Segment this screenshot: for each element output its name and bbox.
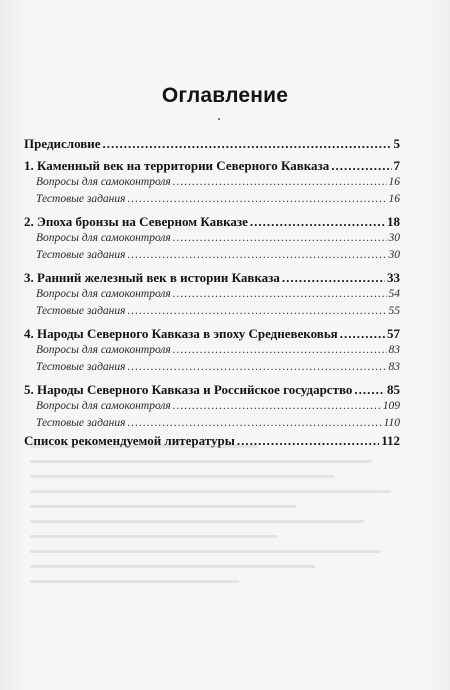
dot-leader (173, 174, 387, 191)
table-of-contents (24, 135, 400, 449)
toc-subentry-label: Вопросы для самоконтроля (36, 344, 171, 356)
toc-entry-label: Предисловие (24, 136, 101, 151)
toc-subentry-label: Вопросы для самоконтроля (36, 288, 171, 300)
toc-subentry-page: 16 (388, 176, 400, 188)
dot-leader (250, 213, 385, 230)
toc-subentry (24, 415, 400, 432)
toc-subentry (24, 247, 400, 264)
dot-leader (103, 135, 392, 152)
dot-leader (173, 398, 381, 415)
dot-leader (340, 325, 385, 342)
toc-entry-preface (24, 135, 400, 152)
toc-subentry-label: Тестовые задания (36, 249, 126, 261)
dot-leader (282, 269, 385, 286)
toc-entry-chapter-2 (24, 213, 400, 230)
toc-subentry (24, 230, 400, 247)
toc-subentry-label: Вопросы для самоконтроля (36, 176, 171, 188)
toc-subentry (24, 398, 400, 415)
toc-entry-chapter-4 (24, 325, 400, 342)
dot-leader (173, 286, 387, 303)
toc-entry-page: 5 (393, 136, 400, 151)
toc-entry-label: 5. Народы Северного Кавказа и Российское государство (24, 382, 353, 397)
toc-entry-page: 112 (381, 433, 400, 448)
toc-entry-chapter-5 (24, 381, 400, 398)
toc-subentry-page: 110 (383, 417, 400, 429)
toc-entry-chapter-3 (24, 269, 400, 286)
toc-subentry (24, 174, 400, 191)
dot-leader (331, 157, 391, 174)
dot-leader (127, 415, 381, 432)
toc-subentry (24, 191, 400, 208)
toc-subentry (24, 342, 400, 359)
page-title: Оглавление (161, 84, 289, 107)
dot-leader (354, 381, 385, 398)
toc-entry-label: 1. Каменный век на территории Северного Кавказа (24, 158, 330, 173)
toc-subentry-label: Тестовые задания (36, 305, 126, 317)
dot-leader (127, 303, 386, 320)
toc-entry-label: 4. Народы Северного Кавказа в эпоху Средневековья (24, 326, 338, 341)
dot-leader (127, 359, 386, 376)
toc-entry-page: 7 (393, 158, 400, 173)
toc-entry-chapter-1 (24, 157, 400, 174)
show-through-text (30, 445, 410, 645)
toc-subentry (24, 359, 400, 376)
dot-leader (173, 230, 387, 247)
toc-subentry (24, 286, 400, 303)
dot-leader (127, 247, 386, 264)
toc-entry-page: 33 (387, 270, 400, 285)
toc-subentry-label: Тестовые задания (36, 417, 126, 429)
toc-entry-page: 18 (387, 214, 400, 229)
toc-subentry-page: 109 (382, 400, 400, 412)
toc-subentry-label: Вопросы для самоконтроля (36, 400, 171, 412)
toc-subentry-page: 83 (388, 361, 400, 373)
toc-subentry-page: 30 (388, 232, 400, 244)
toc-subentry-page: 54 (388, 288, 400, 300)
toc-subentry-label: Тестовые задания (36, 193, 126, 205)
toc-entry-page: 57 (387, 326, 400, 341)
dot-leader (127, 191, 386, 208)
toc-subentry-page: 83 (388, 344, 400, 356)
dot-leader (173, 342, 387, 359)
toc-entry-label: Список рекомендуемой литературы (24, 433, 235, 448)
toc-entry-label: 3. Ранний железный век в истории Кавказа (24, 270, 280, 285)
toc-subentry-page: 55 (388, 305, 400, 317)
toc-subentry-page: 30 (388, 249, 400, 261)
toc-subentry-label: Вопросы для самоконтроля (36, 232, 171, 244)
toc-subentry (24, 303, 400, 320)
ink-dot (218, 118, 220, 120)
toc-entry-page: 85 (387, 382, 400, 397)
toc-subentry-label: Тестовые задания (36, 361, 126, 373)
toc-subentry-page: 16 (388, 193, 400, 205)
toc-entry-label: 2. Эпоха бронзы на Северном Кавказе (24, 214, 248, 229)
